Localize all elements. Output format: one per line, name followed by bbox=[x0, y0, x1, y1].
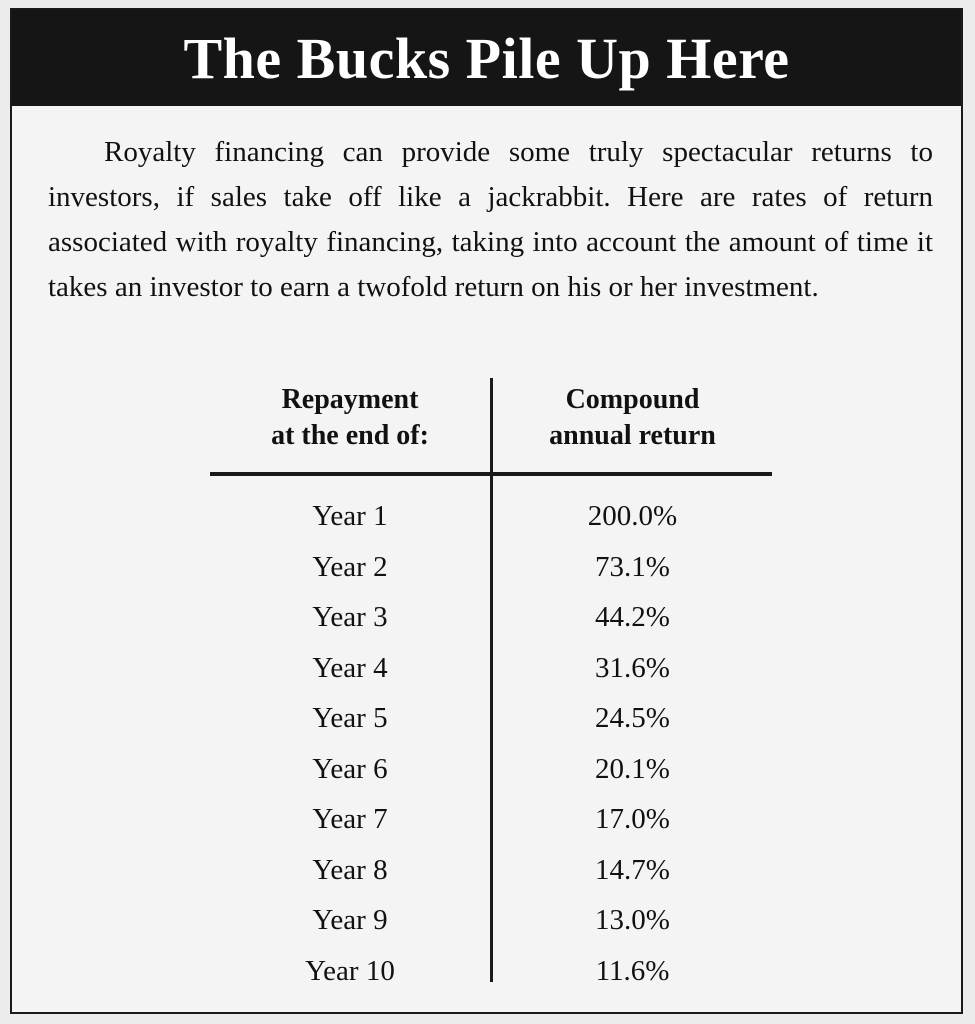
return-cell: 20.1% bbox=[595, 752, 670, 785]
return-cell: 11.6% bbox=[595, 954, 670, 987]
returns-table bbox=[210, 378, 772, 996]
period-cell: Year 1 bbox=[312, 500, 388, 532]
table-row bbox=[210, 946, 772, 997]
period-cell: Year 5 bbox=[312, 702, 388, 734]
header-return-line1: Compound bbox=[565, 384, 700, 415]
return-cell: 24.5% bbox=[595, 702, 670, 734]
period-cell: Year 4 bbox=[312, 651, 388, 684]
header-repayment-line1: Repayment bbox=[281, 384, 419, 415]
intro-paragraph: Royalty financing can provide some truly spectacular returns to investors, if sales take off like a jackrabbit. Here are rates of return associated with royalty financing, taking into account the amount of time it takes an investor to earn a twofold return on his or her investment. bbox=[48, 136, 933, 303]
return-cell: 17.0% bbox=[595, 803, 670, 835]
table-row bbox=[210, 592, 772, 643]
return-cell: 14.7% bbox=[595, 853, 670, 886]
period-cell: Year 9 bbox=[312, 904, 388, 936]
box-title: The Bucks Pile Up Here bbox=[183, 25, 790, 91]
sidebar-box bbox=[10, 8, 963, 1014]
return-cell: 44.2% bbox=[595, 601, 670, 633]
title-bar bbox=[12, 10, 961, 106]
period-cell: Year 2 bbox=[312, 550, 388, 583]
return-cell: 200.0% bbox=[587, 500, 678, 532]
table-body bbox=[210, 476, 772, 996]
header-repayment bbox=[210, 382, 490, 454]
table-row bbox=[210, 693, 772, 744]
period-cell: Year 10 bbox=[305, 954, 395, 987]
header-repayment-line2: at the end of: bbox=[271, 420, 429, 451]
table-row bbox=[210, 542, 772, 593]
period-cell: Year 3 bbox=[312, 601, 388, 633]
table-row bbox=[210, 845, 772, 896]
table-row bbox=[210, 895, 772, 946]
table-header bbox=[210, 378, 772, 476]
period-cell: Year 6 bbox=[312, 752, 388, 785]
period-cell: Year 7 bbox=[312, 803, 388, 835]
table-row bbox=[210, 643, 772, 694]
period-cell: Year 8 bbox=[312, 853, 388, 886]
table-row bbox=[210, 794, 772, 845]
return-cell: 13.0% bbox=[595, 904, 670, 936]
return-cell: 73.1% bbox=[595, 550, 670, 583]
table-row bbox=[210, 744, 772, 795]
header-return bbox=[493, 382, 772, 454]
table-row bbox=[210, 491, 772, 542]
return-cell: 31.6% bbox=[595, 651, 670, 684]
header-return-line2: annual return bbox=[549, 420, 716, 451]
